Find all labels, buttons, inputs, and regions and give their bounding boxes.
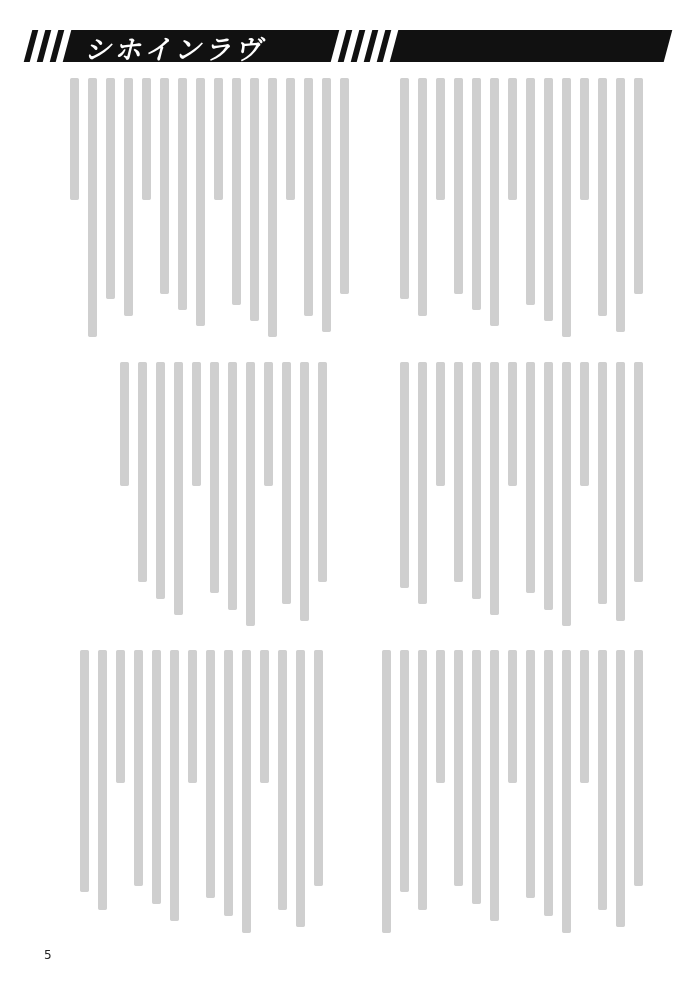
text-column-placeholder [580,362,589,486]
text-column-placeholder [278,650,287,910]
text-column-placeholder [436,362,445,486]
text-block-bottom-right [382,650,643,945]
page-number: 5 [44,948,52,962]
text-column-placeholder [232,78,241,305]
text-column-placeholder [322,78,331,332]
text-column-placeholder [616,78,625,332]
text-column-placeholder [418,362,427,604]
text-column-placeholder [418,650,427,910]
text-column-placeholder [598,650,607,910]
text-column-placeholder [562,650,571,933]
text-column-placeholder [260,650,269,783]
text-column-placeholder [178,78,187,310]
header-stripes-left [34,30,67,62]
text-column-placeholder [400,362,409,588]
text-column-placeholder [106,78,115,299]
text-column-placeholder [174,362,183,615]
text-column-placeholder [598,362,607,604]
text-column-placeholder [634,362,643,582]
text-column-placeholder [242,650,251,933]
text-column-placeholder [382,650,391,933]
text-column-placeholder [282,362,291,604]
text-column-placeholder [580,78,589,200]
text-column-placeholder [634,78,643,294]
text-column-placeholder [264,362,273,486]
text-column-placeholder [304,78,313,316]
text-column-placeholder [152,650,161,904]
text-block-top-right [400,78,643,348]
text-column-placeholder [526,650,535,898]
text-column-placeholder [598,78,607,316]
text-block-top-left [70,78,349,348]
text-column-placeholder [80,650,89,892]
text-column-placeholder [562,78,571,337]
text-column-placeholder [544,78,553,321]
text-column-placeholder [124,78,133,316]
text-column-placeholder [562,362,571,626]
text-column-placeholder [400,78,409,299]
text-column-placeholder [296,650,305,927]
text-column-placeholder [206,650,215,898]
header-stripes-right [335,30,394,62]
text-column-placeholder [88,78,97,337]
text-column-placeholder [454,650,463,886]
text-column-placeholder [418,78,427,316]
text-column-placeholder [508,78,517,200]
text-column-placeholder [156,362,165,599]
text-column-placeholder [580,650,589,783]
text-column-placeholder [318,362,327,582]
text-column-placeholder [70,78,79,200]
text-column-placeholder [490,362,499,615]
text-column-placeholder [160,78,169,294]
text-column-placeholder [436,650,445,783]
text-column-placeholder [170,650,179,921]
text-column-placeholder [196,78,205,326]
text-column-placeholder [526,362,535,593]
text-column-placeholder [436,78,445,200]
text-column-placeholder [138,362,147,582]
text-column-placeholder [214,78,223,200]
text-block-bottom-left [80,650,323,945]
text-column-placeholder [116,650,125,783]
text-column-placeholder [472,650,481,904]
text-column-placeholder [268,78,277,337]
text-column-placeholder [286,78,295,200]
text-column-placeholder [490,650,499,921]
text-column-placeholder [634,650,643,886]
text-column-placeholder [224,650,233,916]
text-block-middle-left [120,362,327,637]
text-column-placeholder [120,362,129,486]
text-column-placeholder [300,362,309,621]
text-column-placeholder [314,650,323,886]
text-column-placeholder [228,362,237,610]
text-column-placeholder [616,362,625,621]
text-column-placeholder [472,78,481,310]
text-block-middle-right [400,362,643,637]
text-column-placeholder [98,650,107,910]
text-column-placeholder [340,78,349,294]
text-column-placeholder [490,78,499,326]
text-column-placeholder [400,650,409,892]
text-column-placeholder [246,362,255,626]
text-column-placeholder [454,362,463,582]
text-column-placeholder [188,650,197,783]
text-column-placeholder [250,78,259,321]
text-column-placeholder [142,78,151,200]
text-column-placeholder [526,78,535,305]
text-column-placeholder [544,650,553,916]
text-column-placeholder [134,650,143,886]
text-column-placeholder [454,78,463,294]
text-column-placeholder [192,362,201,486]
text-column-placeholder [508,362,517,486]
page-title: シホインラヴ [84,35,264,66]
text-column-placeholder [210,362,219,593]
text-column-placeholder [544,362,553,610]
text-column-placeholder [472,362,481,599]
text-column-placeholder [616,650,625,927]
text-column-placeholder [508,650,517,783]
